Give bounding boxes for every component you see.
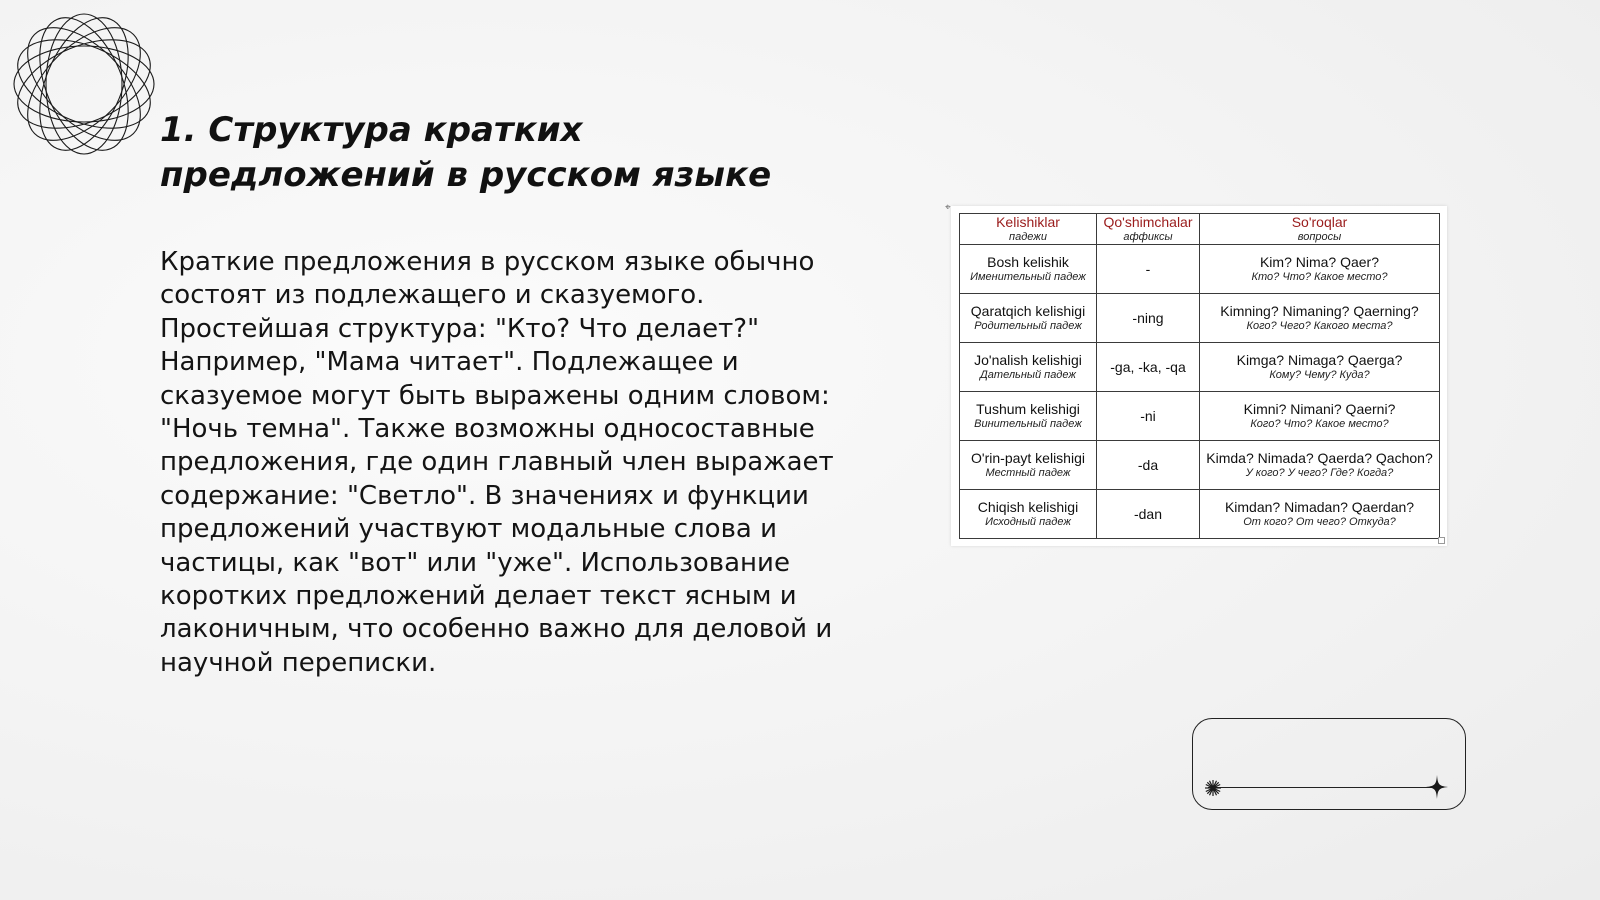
header-cell	[960, 214, 1097, 245]
decorative-line	[1208, 787, 1440, 788]
questions: Kimdan? Nimadan? Qaerdan?	[1224, 499, 1415, 515]
rosette-petal	[14, 46, 154, 122]
case-name-ru: Местный падеж	[985, 467, 1071, 479]
affix-cell: -ni	[1097, 392, 1200, 441]
affix-cell: -	[1097, 245, 1200, 294]
rosette-petal	[8, 8, 160, 160]
table-row	[960, 343, 1440, 392]
slide-title	[160, 108, 860, 198]
title-line: предложений в русском языке	[160, 155, 772, 195]
questions: Kimga? Nimaga? Qaerga?	[1236, 352, 1403, 368]
body-line: лаконичным, что особенно важно для деловой и	[160, 614, 833, 645]
case-name: Tushum kelishigi	[976, 401, 1080, 417]
starburst-icon	[1204, 779, 1222, 797]
case-name-ru: Именительный падеж	[970, 271, 1086, 283]
case-name: Bosh kelishik	[987, 254, 1069, 270]
questions-ru: Кого? Что? Какое место?	[1250, 418, 1389, 430]
question-cell	[1200, 245, 1440, 294]
rosette-petal	[8, 22, 160, 146]
body-line: Например, "Мама читает". Подлежащее и	[160, 347, 739, 378]
question-cell	[1200, 441, 1440, 490]
question-cell	[1200, 294, 1440, 343]
rosette-petal	[8, 8, 160, 160]
case-name: Qaratqich kelishigi	[970, 303, 1086, 319]
table-row	[960, 294, 1440, 343]
case-name: O'rin-payt kelishigi	[971, 450, 1085, 466]
affix-cell: -da	[1097, 441, 1200, 490]
questions: Kim? Nima? Qaer?	[1259, 254, 1380, 270]
body-line: Простейшая структура: "Кто? Что делает?"	[160, 313, 760, 344]
case-name-ru: Родительный падеж	[974, 320, 1082, 332]
rosette-petal	[8, 22, 160, 146]
header-sub: аффиксы	[1123, 231, 1173, 243]
table-row	[960, 441, 1440, 490]
body-paragraph	[160, 246, 860, 680]
move-handle-icon[interactable]: ⌖	[945, 202, 951, 213]
header-cell	[1097, 214, 1200, 245]
questions: Kimning? Nimaning? Qaerning?	[1220, 303, 1419, 319]
header-main: So'roqlar	[1291, 214, 1348, 230]
sparkle-icon	[1426, 775, 1448, 799]
case-name-ru: Исходный падеж	[985, 516, 1071, 528]
case-name-ru: Дательный падеж	[980, 369, 1076, 381]
table-row	[960, 392, 1440, 441]
body-line: предложения, где один главный член выражает	[160, 447, 834, 478]
body-line: частицы, как "вот" или "уже". Использование	[160, 547, 790, 578]
question-cell	[1200, 392, 1440, 441]
case-cell	[960, 490, 1097, 539]
body-line: научной переписки.	[160, 647, 437, 678]
case-cell	[960, 441, 1097, 490]
body-line: сказуемое могут быть выражены одним словом:	[160, 380, 830, 411]
questions-ru: Кого? Чего? Какого места?	[1246, 320, 1393, 332]
body-line: "Ночь темна". Также возможны односоставные	[160, 414, 815, 445]
header-main: Kelishiklar	[996, 214, 1060, 230]
case-cell	[960, 343, 1097, 392]
title-line: 1. Структура кратких	[160, 110, 583, 150]
affix-cell: -dan	[1097, 490, 1200, 539]
questions: Kimda? Nimada? Qaerda? Qachon?	[1206, 450, 1433, 466]
case-table-image[interactable]	[945, 202, 1447, 546]
questions-ru: От кого? От чего? Откуда?	[1243, 516, 1396, 528]
decorative-frame	[1192, 718, 1466, 810]
rosette-logo-icon	[8, 8, 160, 160]
table-header-row	[960, 214, 1440, 245]
questions: Kimni? Nimani? Qaerni?	[1243, 401, 1396, 417]
header-main: Qo'shimchalar	[1103, 214, 1193, 230]
resize-handle-icon[interactable]	[1438, 537, 1445, 544]
case-name: Chiqish kelishigi	[977, 499, 1079, 515]
affix-cell: -ga, -ka, -qa	[1097, 343, 1200, 392]
case-name-ru: Винительный падеж	[974, 418, 1082, 430]
body-line: состоят из подлежащего и сказуемого.	[160, 280, 705, 311]
case-cell	[960, 294, 1097, 343]
affix-cell: -ning	[1097, 294, 1200, 343]
body-line: содержание: "Светло". В значениях и функции	[160, 480, 809, 511]
rosette-petal	[46, 14, 122, 154]
header-sub: вопросы	[1297, 231, 1342, 243]
case-cell	[960, 392, 1097, 441]
body-line: Краткие предложения в русском языке обычно	[160, 247, 815, 277]
body-line: предложений участвуют модальные слова и	[160, 514, 778, 545]
case-table	[959, 213, 1440, 539]
case-cell	[960, 245, 1097, 294]
header-cell	[1200, 214, 1440, 245]
table-row	[960, 490, 1440, 539]
header-sub: падежи	[1009, 231, 1047, 243]
questions-ru: У кого? У чего? Где? Когда?	[1245, 467, 1394, 479]
questions-ru: Кому? Чему? Куда?	[1269, 369, 1370, 381]
questions-ru: Кто? Что? Какое место?	[1251, 271, 1388, 283]
body-line: коротких предложений делает текст ясным и	[160, 581, 797, 612]
question-cell	[1200, 490, 1440, 539]
table-row	[960, 245, 1440, 294]
case-name: Jo'nalish kelishigi	[974, 352, 1082, 368]
rosette-petal	[22, 8, 146, 160]
question-cell	[1200, 343, 1440, 392]
rosette-petal	[22, 8, 146, 160]
